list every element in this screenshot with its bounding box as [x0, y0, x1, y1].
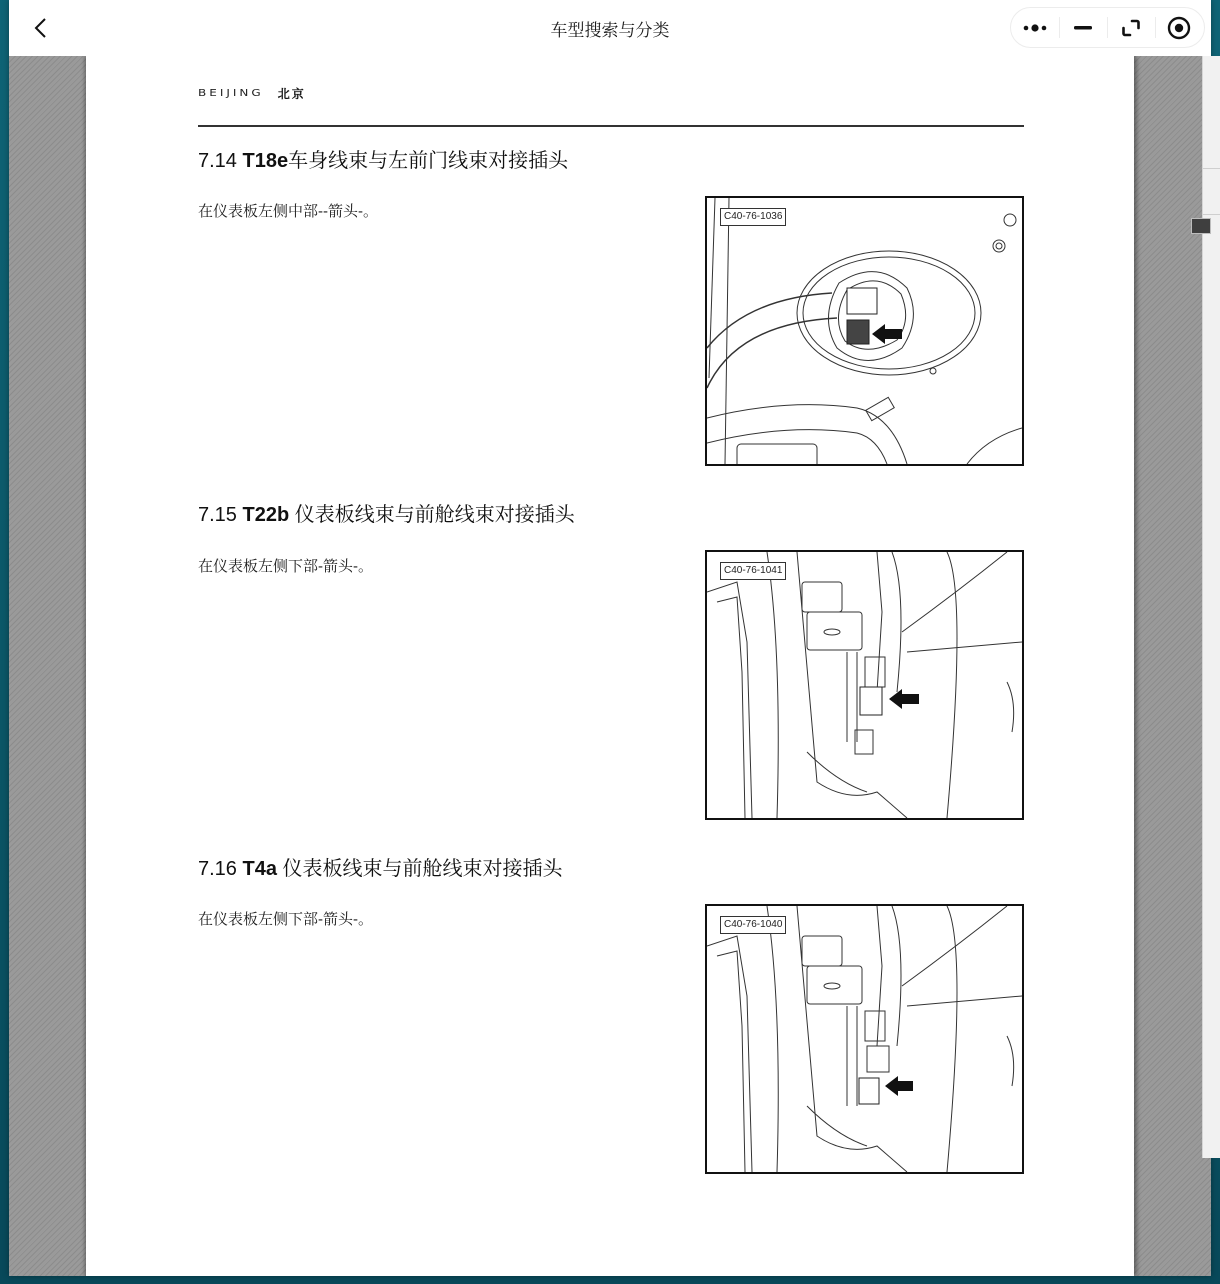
figure-c40-76-1036	[705, 196, 1024, 466]
title-bar	[9, 0, 1211, 56]
close-button[interactable]	[1155, 8, 1203, 47]
more-dots-icon	[1022, 23, 1048, 33]
header-divider	[198, 125, 1024, 127]
section-heading-text: 车身线束与左前门线束对接插头	[288, 150, 569, 172]
brand-logo-cn: 北京	[277, 86, 306, 101]
document-viewer[interactable]	[9, 56, 1211, 1276]
restore-button[interactable]	[1107, 8, 1155, 47]
section-number: 7.16	[198, 858, 237, 880]
section-number: 7.14	[198, 150, 237, 172]
connector-code: T18e	[242, 150, 289, 172]
window-title: 车型搜索与分类	[550, 21, 670, 40]
section-heading-text: 仪表板线束与前舱线束对接插头	[289, 504, 575, 526]
minimize-icon	[1073, 25, 1093, 31]
figure-label: C40-76-1041	[720, 562, 786, 580]
app-window	[9, 0, 1211, 1276]
document-page	[86, 56, 1134, 1276]
connector-illustration	[707, 552, 1022, 818]
record-circle-icon	[1167, 16, 1191, 40]
section-description-7-15: 在仪表板左侧下部-箭头-。	[198, 558, 373, 575]
panel-divider	[1203, 214, 1220, 215]
section-description-7-16: 在仪表板左侧下部-箭头-。	[198, 911, 373, 928]
section-title-7-15	[198, 498, 575, 527]
figure-label: C40-76-1036	[720, 208, 786, 226]
brand-header	[198, 86, 306, 100]
section-title-7-16	[198, 852, 563, 881]
section-heading-text: 仪表板线束与前舱线束对接插头	[276, 858, 563, 880]
brand-logo-en: BEIJING	[198, 87, 264, 99]
window-controls-capsule	[1010, 7, 1205, 48]
connector-illustration	[707, 198, 1022, 464]
panel-divider	[1203, 168, 1220, 169]
scrollbar-thumb[interactable]	[1191, 218, 1211, 234]
more-button[interactable]	[1011, 8, 1059, 47]
connector-illustration	[707, 906, 1022, 1172]
restore-window-icon	[1121, 18, 1141, 38]
section-number: 7.15	[198, 504, 237, 526]
section-description-7-14: 在仪表板左侧中部--箭头-。	[198, 203, 378, 220]
figure-label: C40-76-1040	[720, 916, 786, 934]
section-title-7-14	[198, 144, 568, 173]
minimize-button[interactable]	[1059, 8, 1107, 47]
connector-code: T22b	[242, 504, 290, 526]
figure-c40-76-1040	[705, 904, 1024, 1174]
figure-c40-76-1041	[705, 550, 1024, 820]
connector-code: T4a	[242, 858, 277, 880]
